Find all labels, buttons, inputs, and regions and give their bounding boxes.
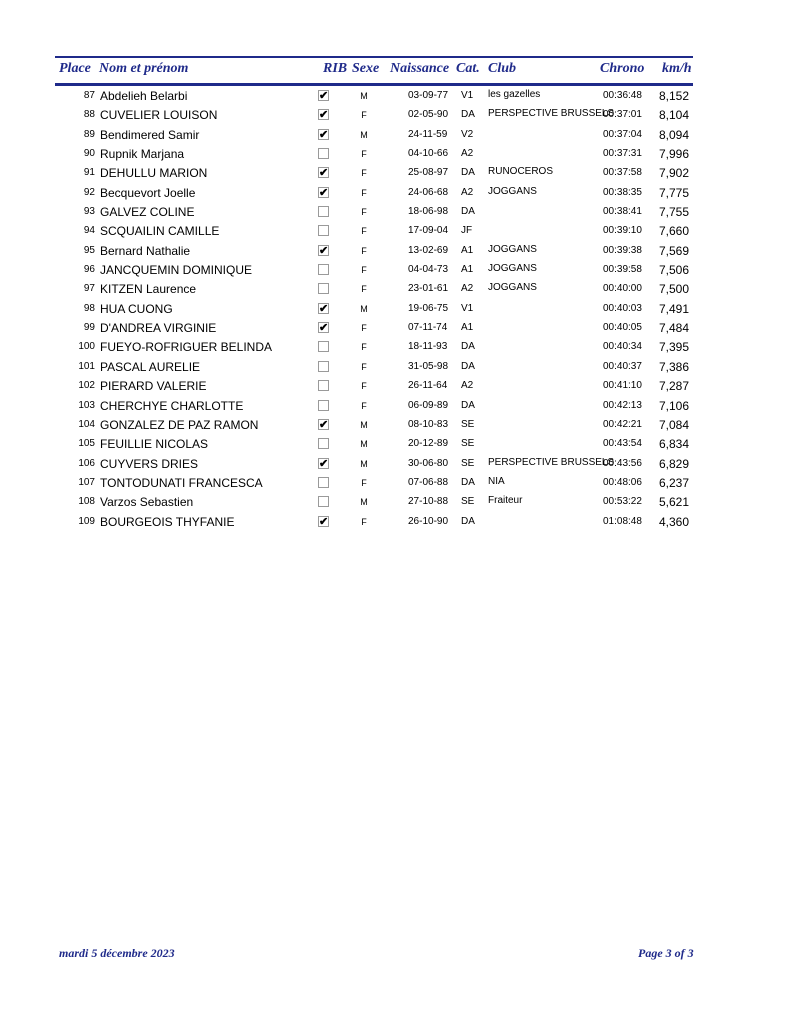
sexe-cell: M [360, 419, 368, 430]
cat-cell: DA [461, 341, 475, 353]
club-cell [488, 379, 592, 393]
table-row [0, 493, 790, 512]
sexe-cell: M [360, 458, 368, 469]
cat-cell: SE [461, 496, 475, 508]
rib-checkbox[interactable] [318, 109, 329, 120]
rib-checkbox[interactable] [318, 206, 329, 217]
check-icon: ✔ [319, 302, 329, 315]
cat-cell: DA [461, 399, 475, 411]
place-cell: 90 [83, 148, 95, 160]
chrono-cell: 00:37:31 [603, 148, 642, 160]
name-cell: CHERCHYE CHARLOTTE [100, 398, 244, 413]
cat-cell: V1 [461, 90, 474, 101]
club-cell: JOGGANS [488, 243, 537, 255]
rib-checkbox[interactable] [318, 245, 329, 256]
naissance-cell: 26-11-64 [408, 380, 448, 392]
club-cell [488, 205, 592, 219]
chrono-cell: 00:40:00 [603, 283, 642, 295]
sexe-cell: F [361, 361, 367, 372]
naissance-cell: 27-10-88 [408, 496, 449, 508]
sexe-cell: F [361, 477, 367, 488]
rib-checkbox[interactable] [318, 264, 329, 275]
kmh-cell: 8,104 [659, 108, 690, 123]
sexe-cell: F [361, 516, 367, 527]
place-cell: 92 [83, 186, 95, 198]
rib-checkbox[interactable] [318, 187, 329, 198]
header-name: Nom et prénom [99, 61, 189, 76]
table-row [0, 145, 790, 164]
name-cell: Bendimered Samir [100, 127, 200, 142]
club-cell [488, 515, 592, 529]
sexe-cell: M [360, 91, 368, 101]
naissance-cell: 31-05-98 [408, 360, 449, 372]
cat-cell: DA [461, 476, 475, 488]
name-cell: DEHULLU MARION [100, 166, 208, 181]
place-cell: 97 [83, 283, 95, 295]
header-rib: RIB [323, 61, 348, 76]
club-cell [488, 128, 592, 142]
table-row [0, 126, 790, 145]
kmh-cell: 7,484 [659, 321, 690, 336]
kmh-cell: 7,569 [659, 243, 690, 258]
club-cell: NIA [488, 475, 505, 487]
table-row [0, 222, 790, 241]
club-cell [488, 340, 592, 354]
sexe-cell: F [361, 284, 367, 295]
table-row [0, 377, 790, 396]
sexe-cell: F [361, 342, 367, 353]
naissance-cell: 26-10-90 [408, 515, 449, 527]
club-cell [488, 399, 592, 413]
place-cell: 102 [78, 380, 95, 392]
cat-cell: A1 [461, 322, 474, 334]
place-cell: 104 [78, 418, 95, 430]
place-cell: 101 [78, 360, 95, 372]
kmh-cell: 7,386 [659, 359, 690, 374]
club-cell [488, 360, 592, 374]
chrono-cell: 01:08:48 [603, 515, 642, 527]
naissance-cell: 18-11-93 [408, 341, 448, 353]
header-naissance: Naissance [390, 61, 450, 76]
chrono-cell: 00:40:05 [603, 322, 642, 334]
sexe-cell: F [361, 187, 367, 198]
place-cell: 106 [78, 457, 95, 469]
cat-cell: SE [461, 418, 475, 430]
table-row [0, 397, 790, 416]
name-cell: Varzos Sebastien [100, 495, 194, 510]
table-row [0, 416, 790, 435]
check-icon: ✔ [319, 167, 329, 180]
sexe-cell: M [360, 303, 368, 314]
footer-date: mardi 5 décembre 2023 [59, 946, 175, 960]
check-icon: ✔ [319, 244, 329, 257]
club-cell [488, 224, 592, 238]
cat-cell: SE [461, 438, 475, 450]
cat-cell: DA [461, 109, 475, 121]
header-cat: Cat. [456, 61, 480, 76]
kmh-cell: 7,755 [659, 205, 690, 220]
table-row [0, 164, 790, 183]
kmh-cell: 8,152 [659, 89, 690, 103]
naissance-cell: 20-12-89 [408, 438, 449, 450]
naissance-cell: 04-04-73 [408, 264, 449, 276]
naissance-cell: 25-08-97 [408, 167, 449, 179]
chrono-cell: 00:42:21 [603, 418, 642, 430]
kmh-cell: 6,834 [659, 437, 690, 452]
name-cell: CUYVERS DRIES [100, 456, 199, 471]
chrono-cell: 00:40:34 [603, 341, 642, 353]
name-cell: KITZEN Laurence [100, 282, 197, 297]
rib-checkbox[interactable] [318, 341, 329, 352]
chrono-cell: 00:37:01 [603, 109, 642, 121]
cat-cell: JF [461, 225, 473, 237]
naissance-cell: 17-09-04 [408, 225, 449, 237]
cat-cell: A2 [461, 283, 474, 295]
chrono-cell: 00:38:35 [603, 186, 642, 198]
kmh-cell: 7,500 [659, 282, 690, 297]
check-icon: ✔ [319, 515, 329, 528]
rib-checkbox[interactable] [318, 148, 329, 159]
rib-checkbox[interactable] [318, 419, 329, 430]
kmh-cell: 7,084 [659, 417, 690, 432]
rib-checkbox[interactable] [318, 322, 329, 333]
cat-cell: DA [461, 360, 475, 372]
rib-checkbox[interactable] [318, 400, 329, 411]
place-cell: 88 [83, 109, 95, 121]
rib-checkbox[interactable] [318, 90, 329, 101]
table-row [0, 474, 790, 493]
name-cell: Becquevort Joelle [100, 185, 196, 200]
place-cell: 100 [78, 341, 95, 353]
place-cell: 105 [78, 438, 95, 450]
club-cell [488, 147, 592, 161]
chrono-cell: 00:38:41 [603, 206, 642, 218]
kmh-cell: 7,106 [659, 398, 690, 413]
rib-checkbox[interactable] [318, 496, 329, 507]
rib-checkbox[interactable] [318, 129, 329, 140]
place-cell: 93 [83, 206, 95, 218]
name-cell: HUA CUONG [100, 301, 173, 316]
club-cell: JOGGANS [488, 263, 537, 275]
chrono-cell: 00:40:37 [603, 360, 642, 372]
header-place: Place [59, 61, 91, 76]
rib-checkbox[interactable] [318, 361, 329, 372]
name-cell: GALVEZ COLINE [100, 205, 195, 220]
results-table [0, 87, 790, 532]
rib-checkbox[interactable] [318, 167, 329, 178]
table-row [0, 338, 790, 357]
place-cell: 94 [83, 225, 95, 237]
sexe-cell: F [361, 265, 367, 276]
chrono-cell: 00:39:58 [603, 264, 642, 276]
table-row [0, 184, 790, 203]
name-cell: PIERARD VALERIE [100, 379, 207, 394]
kmh-cell: 7,491 [659, 301, 690, 316]
name-cell: CUVELIER LOUISON [100, 108, 218, 123]
naissance-cell: 23-01-61 [408, 283, 449, 295]
place-cell: 89 [83, 128, 95, 140]
club-cell: RUNOCEROS [488, 166, 554, 178]
rib-checkbox[interactable] [318, 477, 329, 488]
cat-cell: A2 [461, 380, 474, 392]
kmh-cell: 7,996 [659, 147, 690, 162]
club-cell: PERSPECTIVE BRUSSELS [488, 108, 615, 120]
chrono-cell: 00:39:10 [603, 225, 642, 237]
kmh-cell: 7,902 [659, 166, 690, 181]
sexe-cell: F [361, 381, 367, 392]
table-row [0, 435, 790, 454]
chrono-cell: 00:43:54 [603, 438, 642, 450]
chrono-cell: 00:53:22 [603, 496, 642, 508]
place-cell: 108 [78, 496, 95, 508]
naissance-cell: 30-06-80 [408, 457, 449, 469]
naissance-cell: 08-10-83 [408, 418, 449, 430]
rib-checkbox[interactable] [318, 438, 329, 449]
cat-cell: A1 [461, 244, 474, 256]
chrono-cell: 00:43:56 [603, 457, 642, 469]
header-kmh: km/h [662, 61, 692, 76]
sexe-cell: M [360, 439, 368, 450]
place-cell: 109 [78, 515, 95, 527]
rib-checkbox[interactable] [318, 303, 329, 314]
cat-cell: DA [461, 515, 475, 527]
sexe-cell: F [361, 400, 367, 411]
name-cell: TONTODUNATI FRANCESCA [100, 475, 263, 490]
club-cell [488, 418, 592, 432]
club-cell: les gazelles [488, 89, 541, 100]
naissance-cell: 18-06-98 [408, 206, 449, 218]
name-cell: SCQUAILIN CAMILLE [100, 224, 220, 239]
table-row [0, 455, 790, 474]
header-club: Club [488, 61, 517, 76]
header-rule-bottom [55, 83, 693, 86]
name-cell: BOURGEOIS THYFANIE [100, 514, 235, 529]
place-cell: 96 [83, 264, 95, 276]
naissance-cell: 13-02-69 [408, 244, 449, 256]
cat-cell: A2 [461, 148, 474, 160]
kmh-cell: 4,360 [659, 514, 690, 529]
naissance-cell: 24-06-68 [408, 186, 449, 198]
cat-cell: A2 [461, 186, 474, 198]
naissance-cell: 04-10-66 [408, 148, 449, 160]
chrono-cell: 00:41:10 [603, 380, 642, 392]
naissance-cell: 03-09-77 [408, 90, 449, 101]
sexe-cell: F [361, 207, 367, 218]
chrono-cell: 00:37:04 [603, 128, 642, 140]
sexe-cell: F [361, 226, 367, 237]
place-cell: 87 [83, 90, 95, 101]
place-cell: 107 [78, 476, 95, 488]
club-cell [488, 321, 592, 335]
place-cell: 98 [83, 302, 95, 314]
sexe-cell: F [361, 110, 367, 121]
rib-checkbox[interactable] [318, 225, 329, 236]
cat-cell: SE [461, 457, 475, 469]
chrono-cell: 00:40:03 [603, 302, 642, 314]
naissance-cell: 24-11-59 [408, 128, 448, 140]
name-cell: Bernard Nathalie [100, 243, 191, 258]
table-row [0, 319, 790, 338]
name-cell: PASCAL AURELIE [100, 359, 201, 374]
check-icon: ✔ [319, 109, 329, 122]
table-row [0, 358, 790, 377]
name-cell: JANCQUEMIN DOMINIQUE [100, 263, 253, 278]
check-icon: ✔ [319, 186, 329, 199]
cat-cell: V2 [461, 128, 474, 140]
rib-checkbox[interactable] [318, 516, 329, 527]
name-cell: GONZALEZ DE PAZ RAMON [100, 417, 259, 432]
footer-page: Page 3 of 3 [638, 946, 694, 960]
place-cell: 95 [83, 244, 95, 256]
cat-cell: V1 [461, 302, 474, 314]
kmh-cell: 6,237 [659, 475, 690, 490]
check-icon: ✔ [319, 90, 329, 102]
header-chrono: Chrono [600, 61, 645, 76]
check-icon: ✔ [319, 418, 329, 431]
chrono-cell: 00:42:13 [603, 399, 642, 411]
club-cell: PERSPECTIVE BRUSSELS [488, 456, 615, 468]
table-row [0, 106, 790, 125]
chrono-cell: 00:48:06 [603, 476, 642, 488]
kmh-cell: 6,829 [659, 456, 690, 471]
naissance-cell: 07-06-88 [408, 476, 449, 488]
club-cell: JOGGANS [488, 282, 537, 294]
name-cell: D'ANDREA VIRGINIE [100, 321, 217, 336]
header-rule-top [55, 56, 693, 58]
club-cell [488, 437, 592, 451]
place-cell: 91 [83, 167, 95, 179]
club-cell: Fraiteur [488, 495, 523, 507]
rib-checkbox[interactable] [318, 380, 329, 391]
club-cell [488, 302, 592, 316]
table-row [0, 261, 790, 280]
place-cell: 99 [83, 322, 95, 334]
sexe-cell: M [360, 129, 368, 140]
chrono-cell: 00:39:38 [603, 244, 642, 256]
check-icon: ✔ [319, 322, 329, 335]
sexe-cell: F [361, 245, 367, 256]
cat-cell: A1 [461, 264, 474, 276]
table-row [0, 242, 790, 261]
sexe-cell: F [361, 168, 367, 179]
naissance-cell: 02-05-90 [408, 109, 449, 121]
header-sexe: Sexe [352, 61, 380, 76]
club-cell: JOGGANS [488, 185, 537, 197]
table-row [0, 280, 790, 299]
kmh-cell: 7,287 [659, 379, 690, 394]
kmh-cell: 7,775 [659, 185, 690, 200]
rib-checkbox[interactable] [318, 283, 329, 294]
check-icon: ✔ [319, 128, 329, 141]
name-cell: Abdelieh Belarbi [100, 89, 188, 103]
kmh-cell: 7,660 [659, 224, 690, 239]
table-row [0, 513, 790, 532]
kmh-cell: 5,621 [659, 495, 690, 510]
name-cell: FUEYO-ROFRIGUER BELINDA [100, 340, 273, 355]
kmh-cell: 7,506 [659, 263, 690, 278]
kmh-cell: 7,395 [659, 340, 690, 355]
chrono-cell: 00:36:48 [603, 90, 642, 101]
name-cell: Rupnik Marjana [100, 147, 185, 162]
kmh-cell: 8,094 [659, 127, 690, 142]
place-cell: 103 [78, 399, 95, 411]
check-icon: ✔ [319, 457, 329, 470]
name-cell: FEUILLIE NICOLAS [100, 437, 209, 452]
table-row [0, 203, 790, 222]
sexe-cell: F [361, 323, 367, 334]
sexe-cell: F [361, 149, 367, 160]
table-row [0, 87, 790, 106]
chrono-cell: 00:37:58 [603, 167, 642, 179]
naissance-cell: 07-11-74 [408, 322, 448, 334]
sexe-cell: M [360, 497, 368, 508]
table-row [0, 300, 790, 319]
naissance-cell: 06-09-89 [408, 399, 449, 411]
rib-checkbox[interactable] [318, 458, 329, 469]
naissance-cell: 19-06-75 [408, 302, 449, 314]
cat-cell: DA [461, 167, 475, 179]
cat-cell: DA [461, 206, 475, 218]
